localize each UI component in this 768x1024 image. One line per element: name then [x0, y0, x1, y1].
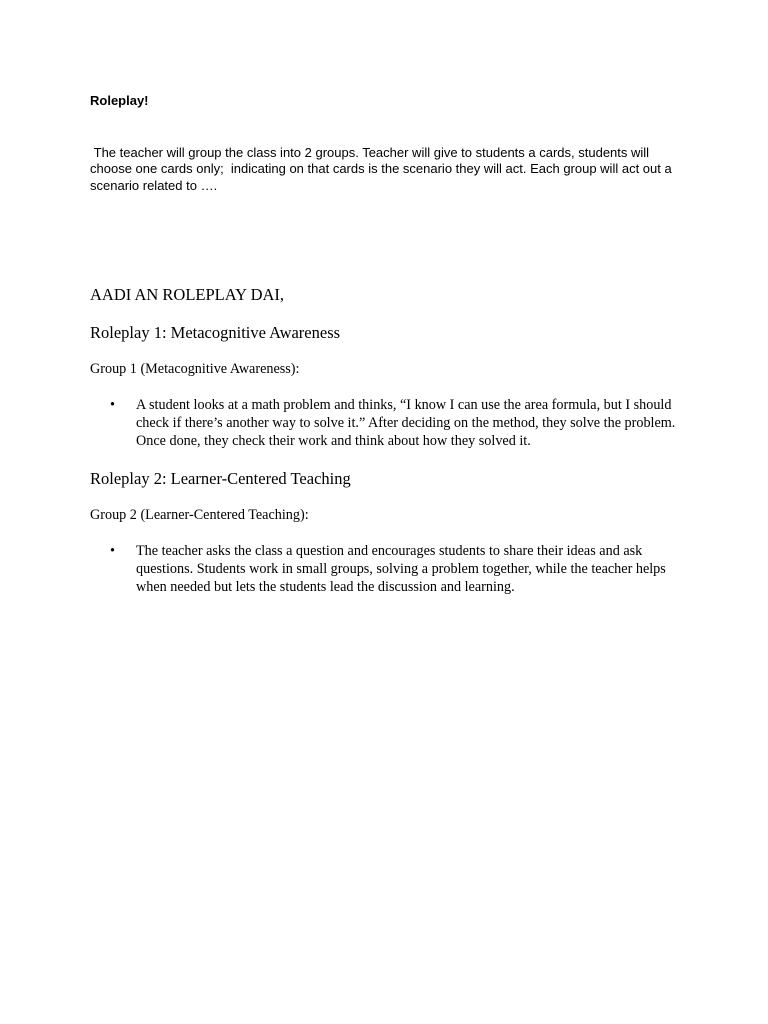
main-heading: AADI AN ROLEPLAY DAI,	[90, 285, 285, 304]
group-1-label: Group 1 (Metacognitive Awareness):	[90, 361, 300, 377]
group-2-label: Group 2 (Learner-Centered Teaching):	[90, 507, 309, 523]
intro-paragraph: The teacher will group the class into 2 groups. Teacher will give to students a cards, students will choose one cards only; indicating on that cards is the scenario they will act. Each group will act out a scenario related to ….	[90, 145, 676, 193]
group-1-bullet-text: A student looks at a math problem and thinks, “I know I can use the area formula, but I should check if there’s another way to solve it.” After deciding on the method, they solve the problem. Once done, they check their work and think about how they solved it.	[136, 397, 676, 449]
roleplay-1-heading: Roleplay 1: Metacognitive Awareness	[90, 323, 341, 342]
roleplay-2-heading: Roleplay 2: Learner-Centered Teaching	[90, 469, 351, 488]
bullet-icon: •	[110, 397, 115, 413]
bullet-icon: •	[110, 543, 115, 559]
group-2-bullet-text: The teacher asks the class a question and encourages students to share their ideas and ask questions. Students work in small groups, solving a problem together, while the teacher helps when needed but lets the students lead the discussion and learning.	[136, 543, 666, 595]
document-title: Roleplay!	[90, 93, 149, 108]
